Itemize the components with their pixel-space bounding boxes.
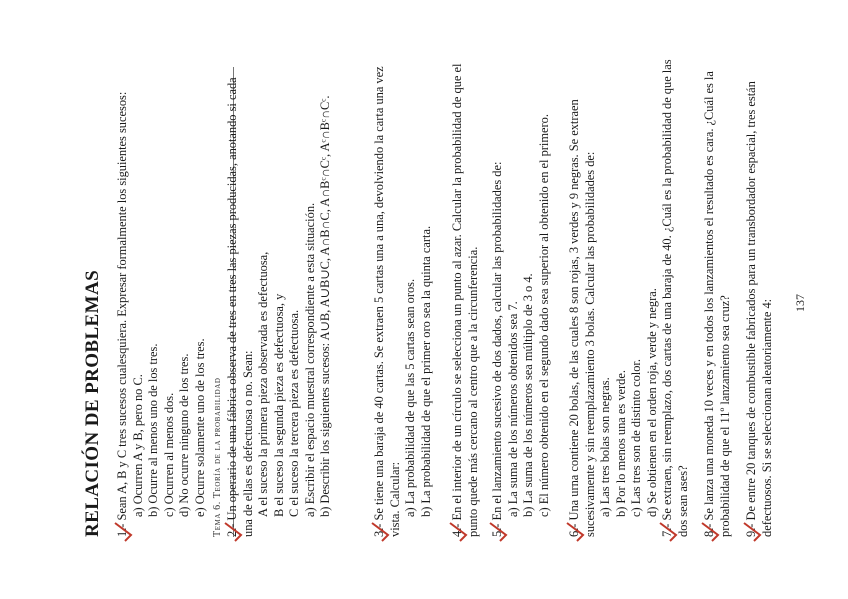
list-item: a) Escribir el espacio muestral correspondiente a esta situación.: [302, 202, 317, 517]
list-item: d) Se obtienen en el orden roja, verde y negra.: [644, 288, 659, 517]
problem-number: 1.: [115, 527, 129, 537]
problem-items: [598, 57, 660, 517]
list-item: c) Ocurren al menos dos.: [161, 392, 176, 517]
list-item: b) La probabilidad de que el primer oro sea la quinta carta.: [418, 225, 433, 517]
list-item: A el suceso la primera pieza observada es defectuosa,: [256, 251, 270, 517]
list-item: b) Ocurre al menos uno de los tres.: [146, 343, 160, 517]
problem-text: - Un operario de una fábrica observa de tres en tres las piezas producidas, anotando si cada una de ellas es defectuosa o no. Sean:: [225, 77, 255, 537]
problem-items: [403, 57, 434, 517]
problem-8: [702, 57, 733, 537]
list-item: d) No ocurre ninguno de los tres.: [177, 353, 191, 517]
problem-definitions: [256, 57, 303, 517]
problem-text: - Se tiene una baraja de 40 cartas. Se extraen 5 cartas una a una, devolviendo la carta una vez vista. Calcular:: [372, 66, 402, 537]
handwritten-check-mark-icon: [488, 521, 508, 543]
problem-text: - De entre 20 tanques de combustible fabricados para un transbordador espacial, tres están defectuosos. Si se seleccionan aleatoriamente 4:: [744, 81, 774, 537]
problem-3: [372, 57, 434, 537]
list-item: e) Ocurre solamente uno de los tres.: [192, 338, 207, 517]
problem-7: [660, 57, 691, 537]
problem-text: - Se lanza una moneda 10 veces y en todos los lanzamientos el resultado es cara. ¿Cuál es la probabilidad de que el 11º lanzamiento sea cruz?: [702, 71, 732, 537]
handwritten-check-mark-icon: [113, 521, 133, 543]
problem-items: [303, 57, 334, 517]
problem-number: 4.: [450, 527, 464, 537]
list-item: b) Por lo menos una es verde.: [613, 370, 628, 517]
problem-number: 2.: [225, 527, 239, 537]
problem-5: [490, 57, 552, 537]
list-item: C el suceso la tercera pieza es defectuosa.: [287, 309, 301, 517]
list-item: c) Las tres son de distinto color.: [629, 359, 643, 517]
handwritten-check-mark-icon: [223, 521, 243, 543]
problem-text: - Una urna contiene 20 bolas, de las cuales 8 son rojas, 3 verdes y 9 negras. Se extraen sucesivamente y sin reemplazamiento 3 bolas. Calcular las probabilidades de:: [567, 99, 597, 537]
handwritten-check-mark-icon: [658, 521, 678, 543]
handwritten-check-mark-icon: [448, 521, 468, 543]
list-item: a) Las tres bolas son negras.: [598, 377, 612, 517]
problem-number: 8.: [702, 527, 716, 537]
list-item: b) Describir los siguientes sucesos: A∪B, A∪B∪C, A∩B∩C, A∩Bᶜ∩Cᶜ, Aᶜ∩Bᶜ∩Cᶜ.: [318, 95, 332, 517]
problem-number: 6.: [567, 527, 581, 537]
page-header: Tema 6. Teoría de la probabilidad: [212, 377, 223, 537]
handwritten-check-mark-icon: [742, 521, 762, 543]
problem-items: [506, 57, 553, 517]
problem-number: 3.: [372, 527, 386, 537]
problem-number: 7.: [660, 527, 674, 537]
problem-number: 5.: [490, 527, 504, 537]
list-item: B el suceso la segunda pieza es defectuosa, y: [271, 293, 286, 517]
page-number: 137: [793, 294, 807, 312]
list-item: a) La probabilidad de que las 5 cartas sean oros.: [403, 278, 417, 517]
list-item: b) La suma de los números sea múltiplo de 3 o 4.: [521, 273, 535, 517]
list-item: c) El número obtenido en el segundo dado sea superior al obtenido en el primero.: [536, 114, 551, 517]
handwritten-check-mark-icon: [700, 521, 720, 543]
problem-number: 9.: [744, 527, 758, 537]
problem-4: [450, 57, 481, 537]
problem-items: [131, 57, 209, 517]
list-item: a) Ocurren A y B, pero no C.: [130, 374, 145, 517]
problem-text: - En el interior de un círculo se selecciona un punto al azar. Calcular la probabilidad de que el punto quede más cercano al centro que a la circunferencia.: [450, 63, 480, 537]
problem-text: - En el lanzamiento sucesivo de dos dados, calcular las probabilidades de:: [490, 161, 504, 528]
problem-2: [225, 57, 334, 537]
problem-1: [115, 57, 208, 537]
page-title: RELACIÓN DE PROBLEMAS: [82, 269, 103, 537]
handwritten-check-mark-icon: [565, 521, 585, 543]
problem-text: - Sean A, B y C tres sucesos cualesquiera. Expresar formalmente los siguientes sucesos:: [115, 91, 129, 528]
list-item: a) La suma de los números obtenidos sea 7.: [505, 301, 520, 517]
problem-text: - Se extraen, sin reemplazo, dos cartas de una baraja de 40. ¿Cuál es la probabilidad de que las dos sean ases?: [660, 59, 690, 537]
problem-6: [567, 57, 660, 537]
handwritten-check-mark-icon: [370, 521, 390, 543]
problem-9: [744, 57, 775, 537]
